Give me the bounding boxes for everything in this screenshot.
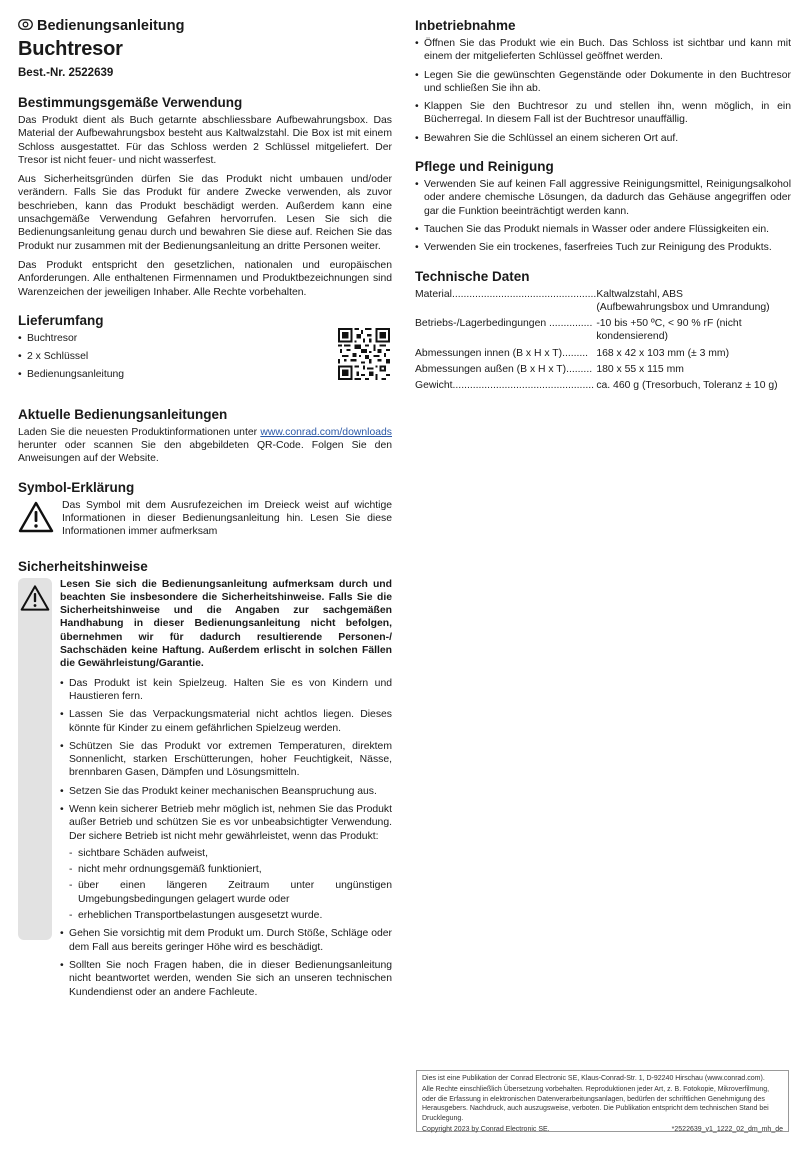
sub-list-item: - erheblichen Transportbelastungen ausgesetzt wurde.: [69, 909, 392, 922]
tech-key: Material..................................................: [415, 288, 597, 300]
intended-use-paragraph: Das Produkt entspricht den gesetzlichen, nationalen und europäischen Anforderungen. Alle enthaltenen Firmennamen und Produktbezeichnungen sind Warenzeichen der jeweiligen Inhaber. Alle Rechte vorbehalten.: [18, 259, 392, 298]
tech-value: [596, 288, 791, 318]
list-item: • Legen Sie die gewünschten Gegenstände oder Dokumente in den Buchtresor und schließen Sie ihn ab.: [415, 69, 791, 96]
setup-list: [415, 37, 791, 145]
delivery-section: [18, 313, 392, 393]
doc-type-label: Bedienungsanleitung: [37, 18, 185, 34]
list-item: [60, 803, 392, 922]
list-item: • Verwenden Sie auf keinen Fall aggressive Reinigungsmittel, Reinigungsalkohol oder andere chemische Lösungen, da dadurch das Gehäuse angegriffen oder gar die Funktion beeinträchtigt werden kann.: [415, 178, 791, 218]
list-item: • Tauchen Sie das Produkt niemals in Wasser oder andere Flüssigkeiten ein.: [415, 223, 791, 236]
current-manuals-section: [18, 407, 392, 466]
intended-use-section: [18, 95, 392, 299]
sub-list-item: - sichtbare Schäden aufweist,: [69, 847, 392, 860]
symbols-section: [18, 480, 392, 545]
text-before-link: Laden Sie die neuesten Produktinformationen unter: [18, 426, 261, 438]
table-row: [415, 363, 791, 379]
tech-value: 168 x 42 x 103 mm (± 3 mm): [596, 347, 730, 359]
safety-sublist: [69, 847, 392, 922]
eye-icon: [18, 18, 33, 34]
delivery-list: [18, 332, 124, 387]
sub-list-item: - über einen längeren Zeitraum unter ungünstigen Umgebungsbedingungen gelagert wurde oder: [69, 879, 392, 906]
list-item: • Gehen Sie vorsichtig mit dem Produkt um. Durch Stöße, Schläge oder dem Fall aus bereits geringer Höhe wird es beschädigt.: [60, 927, 392, 954]
left-column: [18, 18, 392, 998]
document-code: *2522639_v1_1222_02_dm_mh_de: [671, 1126, 783, 1134]
list-item: • Klappen Sie den Buchtresor zu und stellen ihn, wenn möglich, in ein Bücherregal. In diesem Fall ist der Buchtresor unauffällig.: [415, 100, 791, 127]
list-item-text: Wenn kein sicherer Betrieb mehr möglich ist, nehmen Sie das Produkt außer Betrieb und schützen Sie es vor unbeabsichtigter Verwendung. Der sichere Betrieb ist nicht mehr gewährleistet, wenn das Produkt:: [69, 803, 392, 842]
care-list: [415, 178, 791, 254]
symbols-text: Das Symbol mit dem Ausrufezeichen im Dreieck weist auf wichtige Informationen in dieser Bedienungsanleitung hin. Lesen Sie diese Informationen immer aufmerksam: [62, 499, 392, 538]
safety-heading: Sicherheitshinweise: [18, 558, 148, 574]
list-item: • Bewahren Sie die Schlüssel an einem sicheren Ort auf.: [415, 132, 791, 145]
tech-key: Abmessungen außen (B x H x T).........: [415, 364, 593, 376]
table-row: [415, 288, 791, 318]
warning-triangle-icon: [20, 599, 50, 616]
safety-intro: Lesen Sie sich die Bedienungsanleitung aufmerksam durch und beachten Sie insbesondere die Sicherheitshinweise. Falls Sie die Sicherheitshinweise und die Angaben zur sachgemäßen Handhabung in dieser Bedienungsanleitung nicht befolgen, übernehmen wir für dadurch resultierende Personen-/ Sachschäden keine Haftung. Außerdem erlischt in solchen Fällen die Gewährleistung/Garantie.: [60, 578, 392, 670]
list-item: • Lassen Sie das Verpackungsmaterial nicht achtlos liegen. Dieses könnte für Kinder zu einem gefährlichen Spielzeug werden.: [60, 708, 392, 735]
tech-heading: Technische Daten: [415, 268, 530, 284]
imprint-rights: Alle Rechte einschließlich Übersetzung vorbehalten. Reproduktionen jeder Art, z. B. Fotokopie, Mikroverfilmung, oder die Erfassung in elektronischen Datenverarbeitungsanlagen, bedürfen der schriftlichen Genehmigung des Herausgebers. Nachdruck, auch auszugsweise, verboten. Die Publikation entspricht dem technischen Stand bei Drucklegung.: [422, 1086, 770, 1122]
publisher-imprint-box: [416, 1070, 789, 1132]
table-row: [415, 347, 791, 363]
tech-value-line: (Aufbewahrungsbox und Umrandung): [596, 301, 770, 313]
care-section: [415, 159, 791, 254]
delivery-heading: Lieferumfang: [18, 312, 104, 328]
setup-heading: Inbetriebnahme: [415, 18, 516, 33]
tech-key: Gewicht.................................................: [415, 380, 594, 392]
tech-key: Abmessungen innen (B x H x T).........: [415, 347, 589, 359]
tech-section: [415, 269, 791, 396]
qr-code-icon[interactable]: [338, 328, 390, 380]
safety-section: [18, 558, 392, 998]
order-number: Best.-Nr. 2522639: [18, 67, 114, 79]
doc-type-header: [18, 18, 392, 34]
intended-use-heading: Bestimmungsgemäße Verwendung: [18, 95, 243, 110]
list-item: • Buchtresor: [18, 332, 124, 345]
table-row: [415, 379, 791, 395]
symbols-heading: Symbol-Erklärung: [18, 479, 135, 495]
tech-value: ca. 460 g (Tresorbuch, Toleranz ± 10 g): [596, 380, 778, 392]
list-item: • 2 x Schlüssel: [18, 350, 124, 363]
setup-section: [415, 18, 791, 145]
list-item: • Sollten Sie noch Fragen haben, die in dieser Bedienungsanleitung nicht beantwortet werden, wenden Sie sich an unseren technischen Kundendienst oder an andere Fachleute.: [60, 959, 392, 999]
list-item: • Verwenden Sie ein trockenes, faserfreies Tuch zur Reinigung des Produkts.: [415, 241, 791, 254]
copyright-text: Copyright 2023 by Conrad Electronic SE.: [422, 1126, 550, 1134]
care-heading: Pflege und Reinigung: [415, 159, 554, 175]
tech-value-line: Kaltwalzstahl, ABS: [596, 288, 683, 300]
list-item: • Öffnen Sie das Produkt wie ein Buch. Das Schloss ist sichtbar und kann mit einem der mitgelieferten Schlüssel geöffnet werden.: [415, 37, 791, 64]
current-manuals-text: [18, 426, 392, 466]
tech-key: Betriebs-/Lagerbedingungen ...............: [415, 318, 593, 330]
sub-list-item: - nicht mehr ordnungsgemäß funktioniert,: [69, 863, 392, 876]
intended-use-paragraph: Aus Sicherheitsgründen dürfen Sie das Produkt nicht umbauen und/oder verändern. Falls Sie das Produkt für andere Zwecke verwenden, als zuvor beschrieben, kann das Produkt beschädigt werden. Außerdem kann eine unsachgemäße Verwendung Gefahren hervorrufen. Lesen Sie sich die Bedienungsanleitung genau durch und bewahren Sie diese auf. Reichen Sie das Produkt nur zusammen mit der Bedienungsanleitung an dritte Personen weiter.: [18, 174, 392, 252]
intended-use-paragraph: Das Produkt dient als Buch getarnte abschliessbare Aufbewahrungsbox. Das Material der Aufbewahrungsbox besteht aus Kaltwalzstahl. Die Box ist mit einem Schloss ausgestattet. Für das Schloss werden 2 Schlüssel mitgeliefert. Der Tresor ist nicht feuer- und nicht wasserfest.: [18, 115, 392, 166]
tech-value: -10 bis +50 ºC, < 90 % rF (nicht kondensierend): [596, 318, 742, 343]
tech-table: [415, 288, 791, 396]
list-item: • Schützen Sie das Produkt vor extremen Temperaturen, direktem Sonnenlicht, starken Erschütterungen, hoher Feuchtigkeit, Nässe, brennbaren Gasen, Dämpfen und Lösungsmitteln.: [60, 740, 392, 780]
tech-value: 180 x 55 x 115 mm: [596, 364, 684, 376]
right-column: [415, 18, 791, 410]
text-after-link: herunter oder scannen Sie den abgebildeten QR-Code. Folgen Sie den Anweisungen auf der Website.: [18, 440, 392, 465]
list-item: • Bedienungsanleitung: [18, 368, 124, 381]
current-manuals-heading: Aktuelle Bedienungsanleitungen: [18, 406, 228, 422]
list-item: • Das Produkt ist kein Spielzeug. Halten Sie es von Kindern und Haustieren fern.: [60, 677, 392, 704]
safety-list: [60, 677, 392, 999]
list-item: • Setzen Sie das Produkt keiner mechanischen Beanspruchung aus.: [60, 785, 392, 798]
downloads-link[interactable]: www.conrad.com/downloads: [260, 426, 392, 438]
warning-triangle-icon: [18, 501, 56, 538]
imprint-line: Dies ist eine Publikation der Conrad Electronic SE, Klaus-Conrad-Str. 1, D-92240 Hirschau (www.conrad.com).: [422, 1075, 765, 1082]
table-row: [415, 317, 791, 347]
safety-sidebar: [18, 578, 52, 940]
page-title: Buchtresor: [18, 38, 123, 60]
